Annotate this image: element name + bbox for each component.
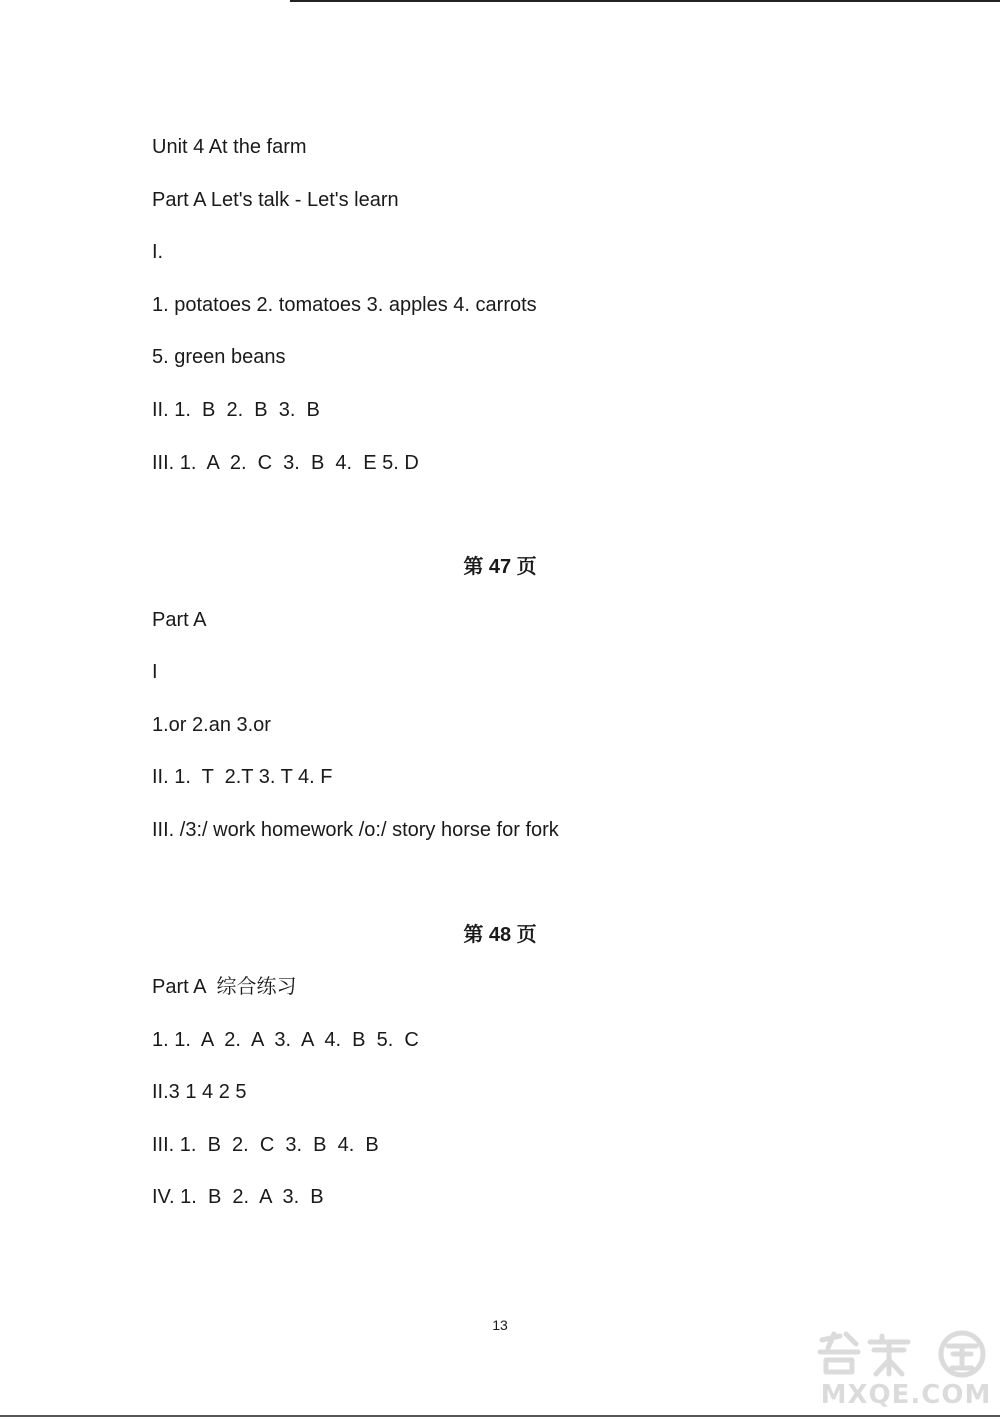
answer-line: II. 1. B 2. B 3. B [152,399,320,421]
answer-line: I. [152,241,164,263]
top-rule [290,0,1000,2]
answer-line: 1. potatoes 2. tomatoes 3. apples 4. carrots [152,294,537,316]
answer-line: 1.or 2.an 3.or [152,714,271,736]
unit-title: Unit 4 At the farm [152,136,307,158]
answer-line: II. 1. T 2.T 3. T 4. F [152,766,333,788]
answer-line: IV. 1. B 2. A 3. B [152,1186,324,1208]
watermark-site: MXQE.COM [820,1380,992,1410]
watermark [812,1328,1000,1414]
page-number: 13 [492,1317,508,1333]
page-47-title: 第 47 页 [463,556,537,578]
answer-line: Part A 综合练习 [152,976,297,998]
page-48-title: 第 48 页 [463,924,537,946]
answer-line: Part A [152,609,207,631]
answer-line: III. /3:/ work homework /o:/ story horse for fork [152,819,559,841]
daanquan-logo-icon [812,1328,1000,1378]
bottom-rule [0,1415,1000,1417]
answer-line: III. 1. B 2. C 3. B 4. B [152,1134,379,1156]
answer-line: I [152,661,158,683]
answer-line: 1. 1. A 2. A 3. A 4. B 5. C [152,1029,419,1051]
section-heading: Part A Let's talk - Let's learn [152,189,399,211]
answer-line: 5. green beans [152,346,286,368]
answer-line: II.3 1 4 2 5 [152,1081,247,1103]
answer-line: III. 1. A 2. C 3. B 4. E 5. D [152,452,419,474]
